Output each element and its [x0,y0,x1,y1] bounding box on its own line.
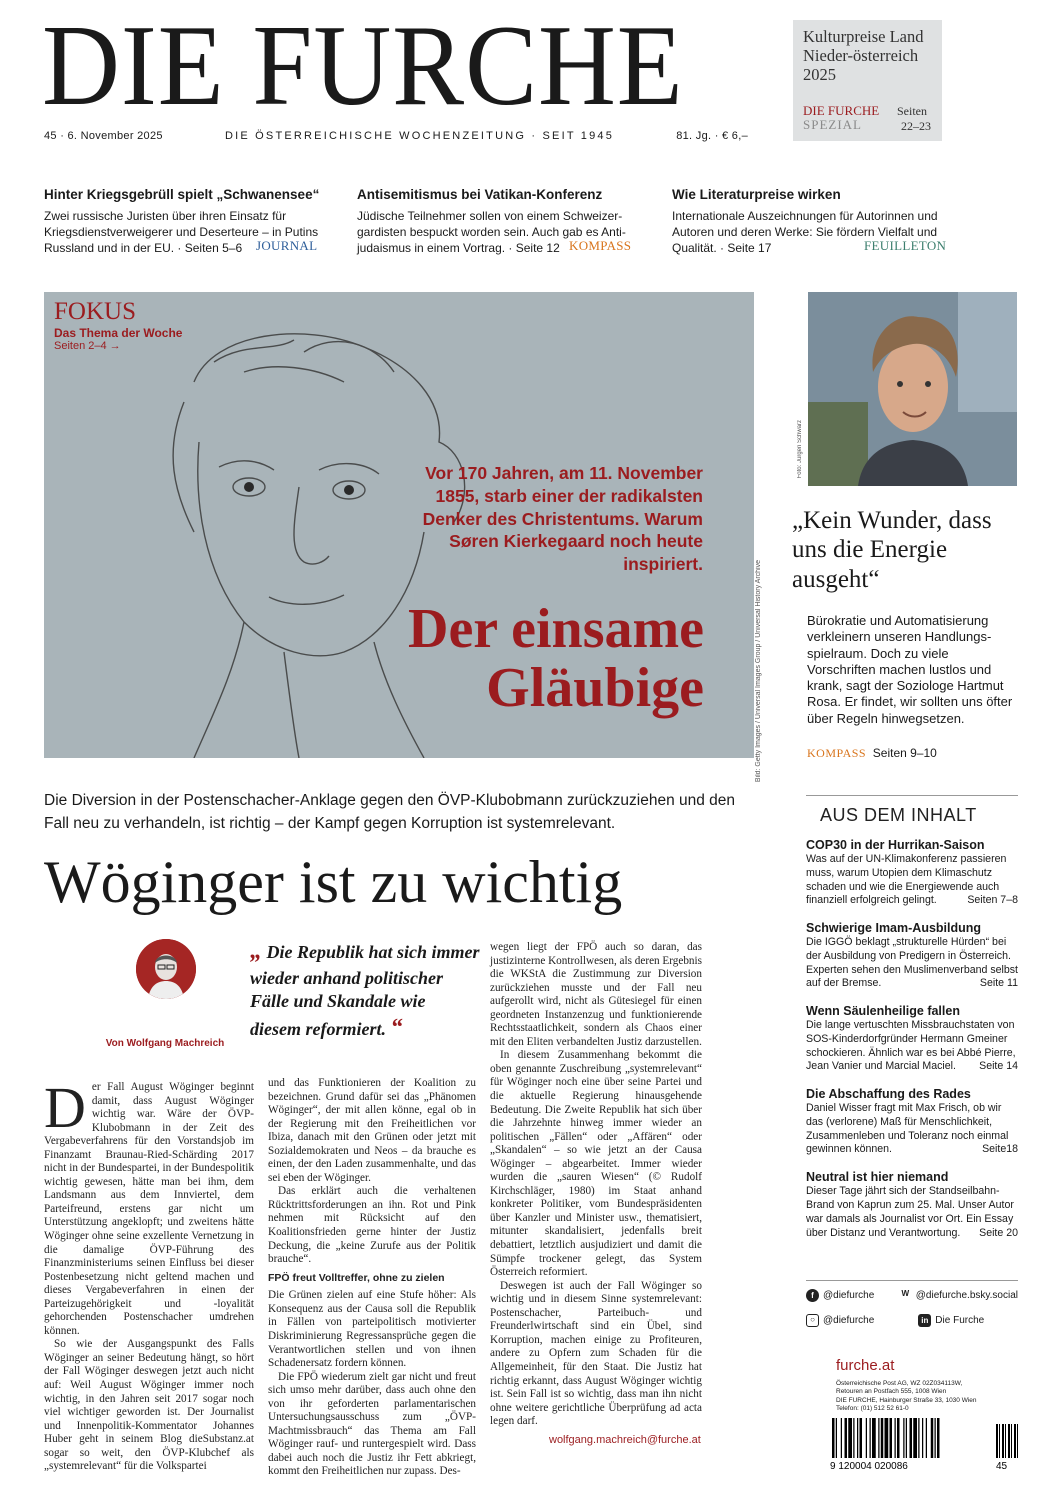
barcode-bar [918,1418,919,1458]
article-paragraph: So wie der Ausgangspunkt des Falls Wöginger an seiner Bedeutung hängt, so hört der Fall Wöginger deswegen jetzt auch nicht auf: Weil August Wöginger immer noch wichtig, in den Jahren seit 2017 sogar noch viel wichtiger geworden ist. Der Journalist und Innenpolitik-Kommentator Johannes Huber geht in seinem Blog dieSubstanz.at sogar so weit, den ÖVP-Klubchef als „systemrelevant“ für die Volkspartei [44,1338,254,1473]
bluesky-butterfly-icon: ᵂ [901,1288,910,1302]
contents-item-text: Die IGGÖ beklagt „strukturelle Hürden“ bei der Ausbildung von Predigern in Österreich. Experten sehen den Muslimenverband selbst auf der Bremse. [806,936,1018,990]
quote-close-icon: “ [390,1014,403,1041]
barcode-bar [937,1418,940,1458]
barcode-bar [836,1418,837,1458]
author-avatar [136,939,196,999]
barcode-bar [890,1418,893,1458]
barcode [826,1418,1021,1470]
facebook-link[interactable] [806,1289,874,1302]
masthead-info-bar [44,130,748,142]
article-headline[interactable]: Wöginger ist zu wichtig [44,849,623,915]
barcode-issue: 45 [996,1461,1008,1470]
interview-photo[interactable] [808,292,1017,486]
fokus-label [54,298,182,352]
contents-item[interactable] [806,921,1018,991]
barcode-bar [906,1418,907,1458]
barcode-bar [881,1418,884,1458]
contents-item-text: Dieser Tage jährt sich der Standseilbahn-Brand von Kaprun zum 25. Mal. Unser Autor war damals als Journalist vor Ort. Ein Essay über Distanz und Verantwortung. [806,1185,1014,1239]
teaser-text: Zwei russische Juristen über ihren Einsatz für Kriegsdienstverweigerer und Deserteure – in Putins Russland und in der EU. · Seiten 5–6 [44,209,319,256]
barcode-addon-bar [999,1424,1000,1458]
barcode-bar [845,1418,848,1458]
website-link[interactable]: furche.at [836,1357,895,1374]
contents-item[interactable] [806,1004,1018,1074]
barcode-bar [870,1418,871,1458]
article-paragraph: Das erklärt auch die verhaltenen Rücktrittsforderungen an ihn. Rot und Pink nehmen mit Rücksicht auf den Koalitionsfrieden gerne hinter der Justiz Deckung, die „keine Zurufe aus der Politik brauche“. [268,1185,476,1266]
article-column-2 [268,1077,476,1479]
barcode-bar [860,1418,863,1458]
promo-pages-range: 22–23 [901,119,931,133]
barcode-bar [878,1418,879,1458]
barcode-bar [848,1418,852,1458]
interview-photo-credit: Foto: Jürgen Schwarz [797,420,803,479]
article-paragraph: Die FPÖ wiederum zielt gar nicht und freut sich umso mehr darüber, dass auch ohne den von ihr geforderten parlamentarischen Untersuchungsausschuss zum „ÖVP-Machtmissbrauch“ das Thema am Fall Wöginger rauf- und runtergespielt wird. Dass dabei auch noch die Justiz ihr Fett abkriegt, kommt den Freiheitlichen nur zupass. Des- [268,1370,476,1478]
article-paragraph: er Fall August Wöginger beginnt damit, dass August Wöginger wichtig war. Wäre der ÖVP-Klubobmann in der Zeit des Vergabeverfahrens für den Vorstandsjob im Finanzamt Braunau-Ried-Schärding 2017 nicht in der Bundespartei, in der Bundespolitik wichtig gewesen, hätte man bei ihm, dem Landsmann aus dem Innviertel, dem Parteifreund, erstens gar nicht um Unterstützung angeklopft; und zweitens hätte Wöginger ohne seine exzellente Vernetzung in die damalige ÖVP-Führung des Finanzministeriums seinen Einfluss bei dieser Postenbesetzung nicht geltend machen und dieses Vergabeverfahren in einen der Parteizugehörigkeit und -loyalität gehorchenden Postenschacher umdrehen können. [44,1081,254,1337]
quote-open-icon: „ [250,938,262,964]
barcode-bar [872,1418,876,1458]
interview-headline[interactable]: „Kein Wunder, dass uns die Energie ausgeht“ [792,507,992,593]
teaser-headline: Antisemitismus bei Vatikan-Konferenz [357,187,603,202]
interview-pages: Seiten 9–10 [872,746,937,760]
imprint-line: Österreichische Post AG, WZ 02Z034113W, [836,1380,963,1387]
linkedin-icon: in [918,1314,931,1327]
facebook-handle: @diefurche [823,1290,875,1301]
article-paragraph: Die Grünen zielen auf eine Stufe höher: Als Konsequenz aus der Causa soll die Republik in Fällen von parteipolitisch motivierter Diskriminierung Regressansprüche gegen die Verantwortlichen stellen und von ihnen Schadenersatz fordern können. [268,1289,476,1370]
contents-item-headline: Wenn Säulenheilige fallen [806,1004,960,1019]
contents-item-text: Daniel Wisser fragt mit Max Frisch, ob wir das (verlorene) Maß für Menschlichkeit, Zusammenleben und Toleranz noch einmal gewinnen können. [806,1102,1009,1156]
barcode-bar [885,1418,889,1458]
barcode-number: 9 120004 020086 [830,1461,908,1470]
volume-price: 81. Jg. · € 6,– [676,130,748,142]
barcode-bar [895,1418,896,1458]
contents-box [806,795,1018,1253]
barcode-addon-bar [1005,1424,1006,1458]
barcode-bar [926,1418,927,1458]
fokus-pages-link[interactable]: Seiten 2–4 → [54,340,121,352]
contents-item[interactable] [806,1170,1018,1240]
section-tag-kompass: KOMPASS [569,238,632,253]
author-byline: Von Wolfgang Machreich [105,1038,225,1049]
instagram-link[interactable] [806,1314,874,1327]
tagline: DIE ÖSTERREICHISCHE WOCHENZEITUNG · SEIT 1945 [224,130,615,142]
bluesky-handle: @diefurche.bsky.social [915,1290,1018,1301]
fokus-intro: Vor 170 Jahren, am 11. November 1855, starb einer der radikalsten Denker des Christentums. Warum Søren Kierkegaard noch heute inspiriert. [422,463,703,574]
contents-item-headline: Die Abschaffung des Rades [806,1087,971,1102]
barcode-bar [866,1418,867,1458]
barcode-bar [913,1418,917,1458]
linkedin-link[interactable] [918,1314,984,1327]
barcode-addon-bar [1011,1424,1012,1458]
promo-brand-name: DIE FURCHE [803,103,880,118]
promo-box[interactable] [793,20,942,141]
social-links [806,1280,1018,1339]
promo-brand-spezial: SPEZIAL [803,116,862,132]
contents-item-pages: Seite18 [982,1143,1018,1156]
interview-text: Bürokratie und Automatisierung verkleinern unseren Handlungs-spielraum. Doch zu viele Vorschriften machen lustlos und krank, sagt der Soziologe Hartmut Rosa. Er findet, wir sollten uns öfter über Regeln hinwegsetzen. [807,613,1013,726]
section-tag-kompass: KOMPASS [807,746,867,760]
promo-pages [897,104,931,134]
contents-item[interactable] [806,838,1018,908]
barcode-bar [853,1418,854,1458]
barcode-bar [935,1418,936,1458]
fokus-title: FOKUS [54,298,136,325]
masthead-logo: DIE FURCHE [42,2,684,130]
contents-item-text: Die lange vertuschten Missbrauchstaten von SOS-Kinderdorfgründer Hermann Gmeiner schockieren. Ähnlich war es bei Abbé Pierre, Jean Vanier und Marcial Maciel. [806,1019,1016,1073]
bluesky-link[interactable] [899,1289,1018,1302]
facebook-icon: f [806,1289,819,1302]
contents-item-headline: COP30 in der Hurrikan-Saison [806,838,985,852]
contents-item-pages: Seite 14 [979,1060,1018,1073]
teaser-journal[interactable] [44,187,324,257]
interview-section-ref[interactable] [807,746,937,761]
contents-title: AUS DEM INHALT [820,805,977,825]
barcode-bar [910,1418,913,1458]
article-standfirst: Die Diversion in der Postenschacher-Anklage gegen den ÖVP-Klubobmann zurückzuziehen und den Fall neu zu verhandeln, ist richtig – der Kampf gegen Korruption ist systemrelevant. [44,792,736,832]
pull-quote [250,936,480,1044]
fokus-headline[interactable]: Der einsame Gläubige [408,598,704,719]
linkedin-handle: Die Furche [935,1315,985,1326]
imprint-line: DIE FURCHE, Hainburger Straße 33, 1030 Wien [836,1396,977,1404]
promo-pages-label: Seiten [897,104,927,118]
fokus-image-credit: Bild: Getty Images / Universal Images Group / Universal History Archive [755,560,762,783]
contents-item-pages: Seiten 7–8 [967,894,1018,907]
contents-item-headline: Neutral ist hier niemand [806,1170,949,1185]
teaser-text: Internationale Auszeichnungen für Autorinnen und Autoren und deren Werke: Sie fördern Vielfalt und Qualität. · Seite 17 [672,209,938,256]
imprint [836,1380,1026,1414]
teaser-feuilleton[interactable] [672,187,950,257]
article-paragraph: Deswegen ist auch der Fall Wöginger so wichtig und in diesem Sinne systemrelevant: Postenschacher, Parteibuch- und Freunderlwirtschaft sind ein Übel, sind Korruption, machen einige zu Profiteuren, andere zu Opfern zum Schaden für die Allgemeinheit, für den Staat. Die Justiz hat richtig erkannt, dass August Wöginger wichtig ist. Sein Fall ist so wichtig, dass man ihn nicht ohne weitere gerichtliche Überprüfung ad acta legen darf. [490,1279,702,1428]
article-paragraph: und das Funktionieren der Koalition zu bezeichnen. Grund dafür sei das „Phänomen Wöginger“, der mit allen könne, egal ob in der Regierung mit den Freiheitlichen vor Ibiza, danach mit den Grünen oder jetzt mit Sozialdemokraten und Neos – da brauche es einen, der den Laden zusammenhalte, und das sei eben der Wöginger. [268,1077,476,1184]
promo-title: Kulturpreise Land Nieder-österreich 2025 [803,27,924,84]
barcode-bar [857,1418,858,1458]
teaser-kompass[interactable] [357,187,632,257]
instagram-icon: ○ [806,1314,819,1327]
barcode-addon-bar [1017,1424,1018,1458]
contents-item-text: Was auf der UN-Klimakonferenz passieren muss, warum Utopien dem Klimaschutz schaden und wie die Energiewende auch finanziell erfolgreich gelingt. [806,853,1007,907]
barcode-addon-bar [1002,1424,1004,1458]
barcode-bar [897,1418,900,1458]
section-tag-journal: JOURNAL [256,238,318,253]
barcode-bar [841,1418,842,1458]
fokus-hero[interactable] [44,292,754,758]
issue-date: 45 · 6. November 2025 [44,130,163,142]
portrait-image [808,292,1017,486]
imprint-line: Retouren an Postfach 555, 1008 Wien [836,1388,947,1396]
teaser-headline: Wie Literaturpreise wirken [672,187,841,202]
barcode-bar [903,1418,904,1458]
article-paragraph: wegen liegt der FPÖ auch so daran, das justizinterne Kontrollwesen, als deren Ergebnis die WKStA die Zustimmung zur Diversion zurückziehen musste und der Fall neu aufgerollt wird, nicht als Gütesiegel für einen geordneten Instanzenzug und funktionierende Rechtsstaatlichkeit, sondern als Chaos einer mit den Eliten verbandelten Justiz darzustellen. [490,941,702,1048]
article-subhead: FPÖ freut Volltreffer, ohne zu zielen [268,1271,445,1284]
barcode-addon-bar [1014,1424,1016,1458]
barcode-bar [832,1418,835,1458]
barcode-bar [931,1418,934,1458]
barcode-bar [922,1418,923,1458]
contents-item-pages: Seite 11 [979,977,1018,990]
imprint-line: Telefon: (01) 512 52 61-0 [836,1405,909,1413]
teaser-text: Jüdische Teilnehmer sollen von einem Schweizer-gardisten bespuckt worden sein. Auch gab es Anti-judaismus in einem Vortrag. · Seite 12 [357,209,626,256]
contents-item-headline: Schwierige Imam-Ausbildung [806,921,982,936]
teaser-headline: Hinter Kriegsgebrüll spielt „Schwanensee“ [44,187,320,202]
article-column-3 [490,941,702,1429]
promo-brand [803,104,879,131]
section-tag-feuilleton: FEUILLETON [864,238,947,253]
barcode-addon-bar [996,1424,998,1458]
fokus-subtitle: Das Thema der Woche [54,326,183,340]
author-email-link[interactable]: wolfgang.machreich@furche.at [549,1434,701,1446]
instagram-handle: @diefurche [823,1315,875,1326]
article-column-1 [44,1075,254,1474]
article-paragraph: In diesem Zusammenhang bekommt die oben genannte Zuschreibung „systemrelevant“ für Wöginger noch eine über seine Partei und die aktuelle Regierung hinausgehende Bedeutung. Die Zweite Republik hat sich über die Jahrzehnte hinweg immer wieder an politischen „Fällen“ oder „Affären“ oder „Skandalen“ – so wie jetzt an der Causa Wöginger – abgearbeitet. Immer wieder wurden die „sauren Wiesen“ (© Rudolf Kirchschläger, 1980) im Staat anhand konkreter Politiker, vom Bundespräsidenten über Kanzler und Minister usw., thematisiert, mitunter skandalisiert, jedenfalls breit debattiert, letztlich ausjudiziert und damit die Sümpfe trockener gelegt, das System Österreich reformiert. [490,1049,702,1279]
pull-quote-text: Die Republik hat sich immer wieder anhand politischer Fälle und Skandale wie diesem reformiert. [250,942,480,1039]
contents-item[interactable] [806,1087,1018,1157]
dropcap: D [44,1075,86,1140]
barcode-addon-bar [1008,1424,1010,1458]
contents-item-pages: Seite 20 [979,1226,1018,1239]
